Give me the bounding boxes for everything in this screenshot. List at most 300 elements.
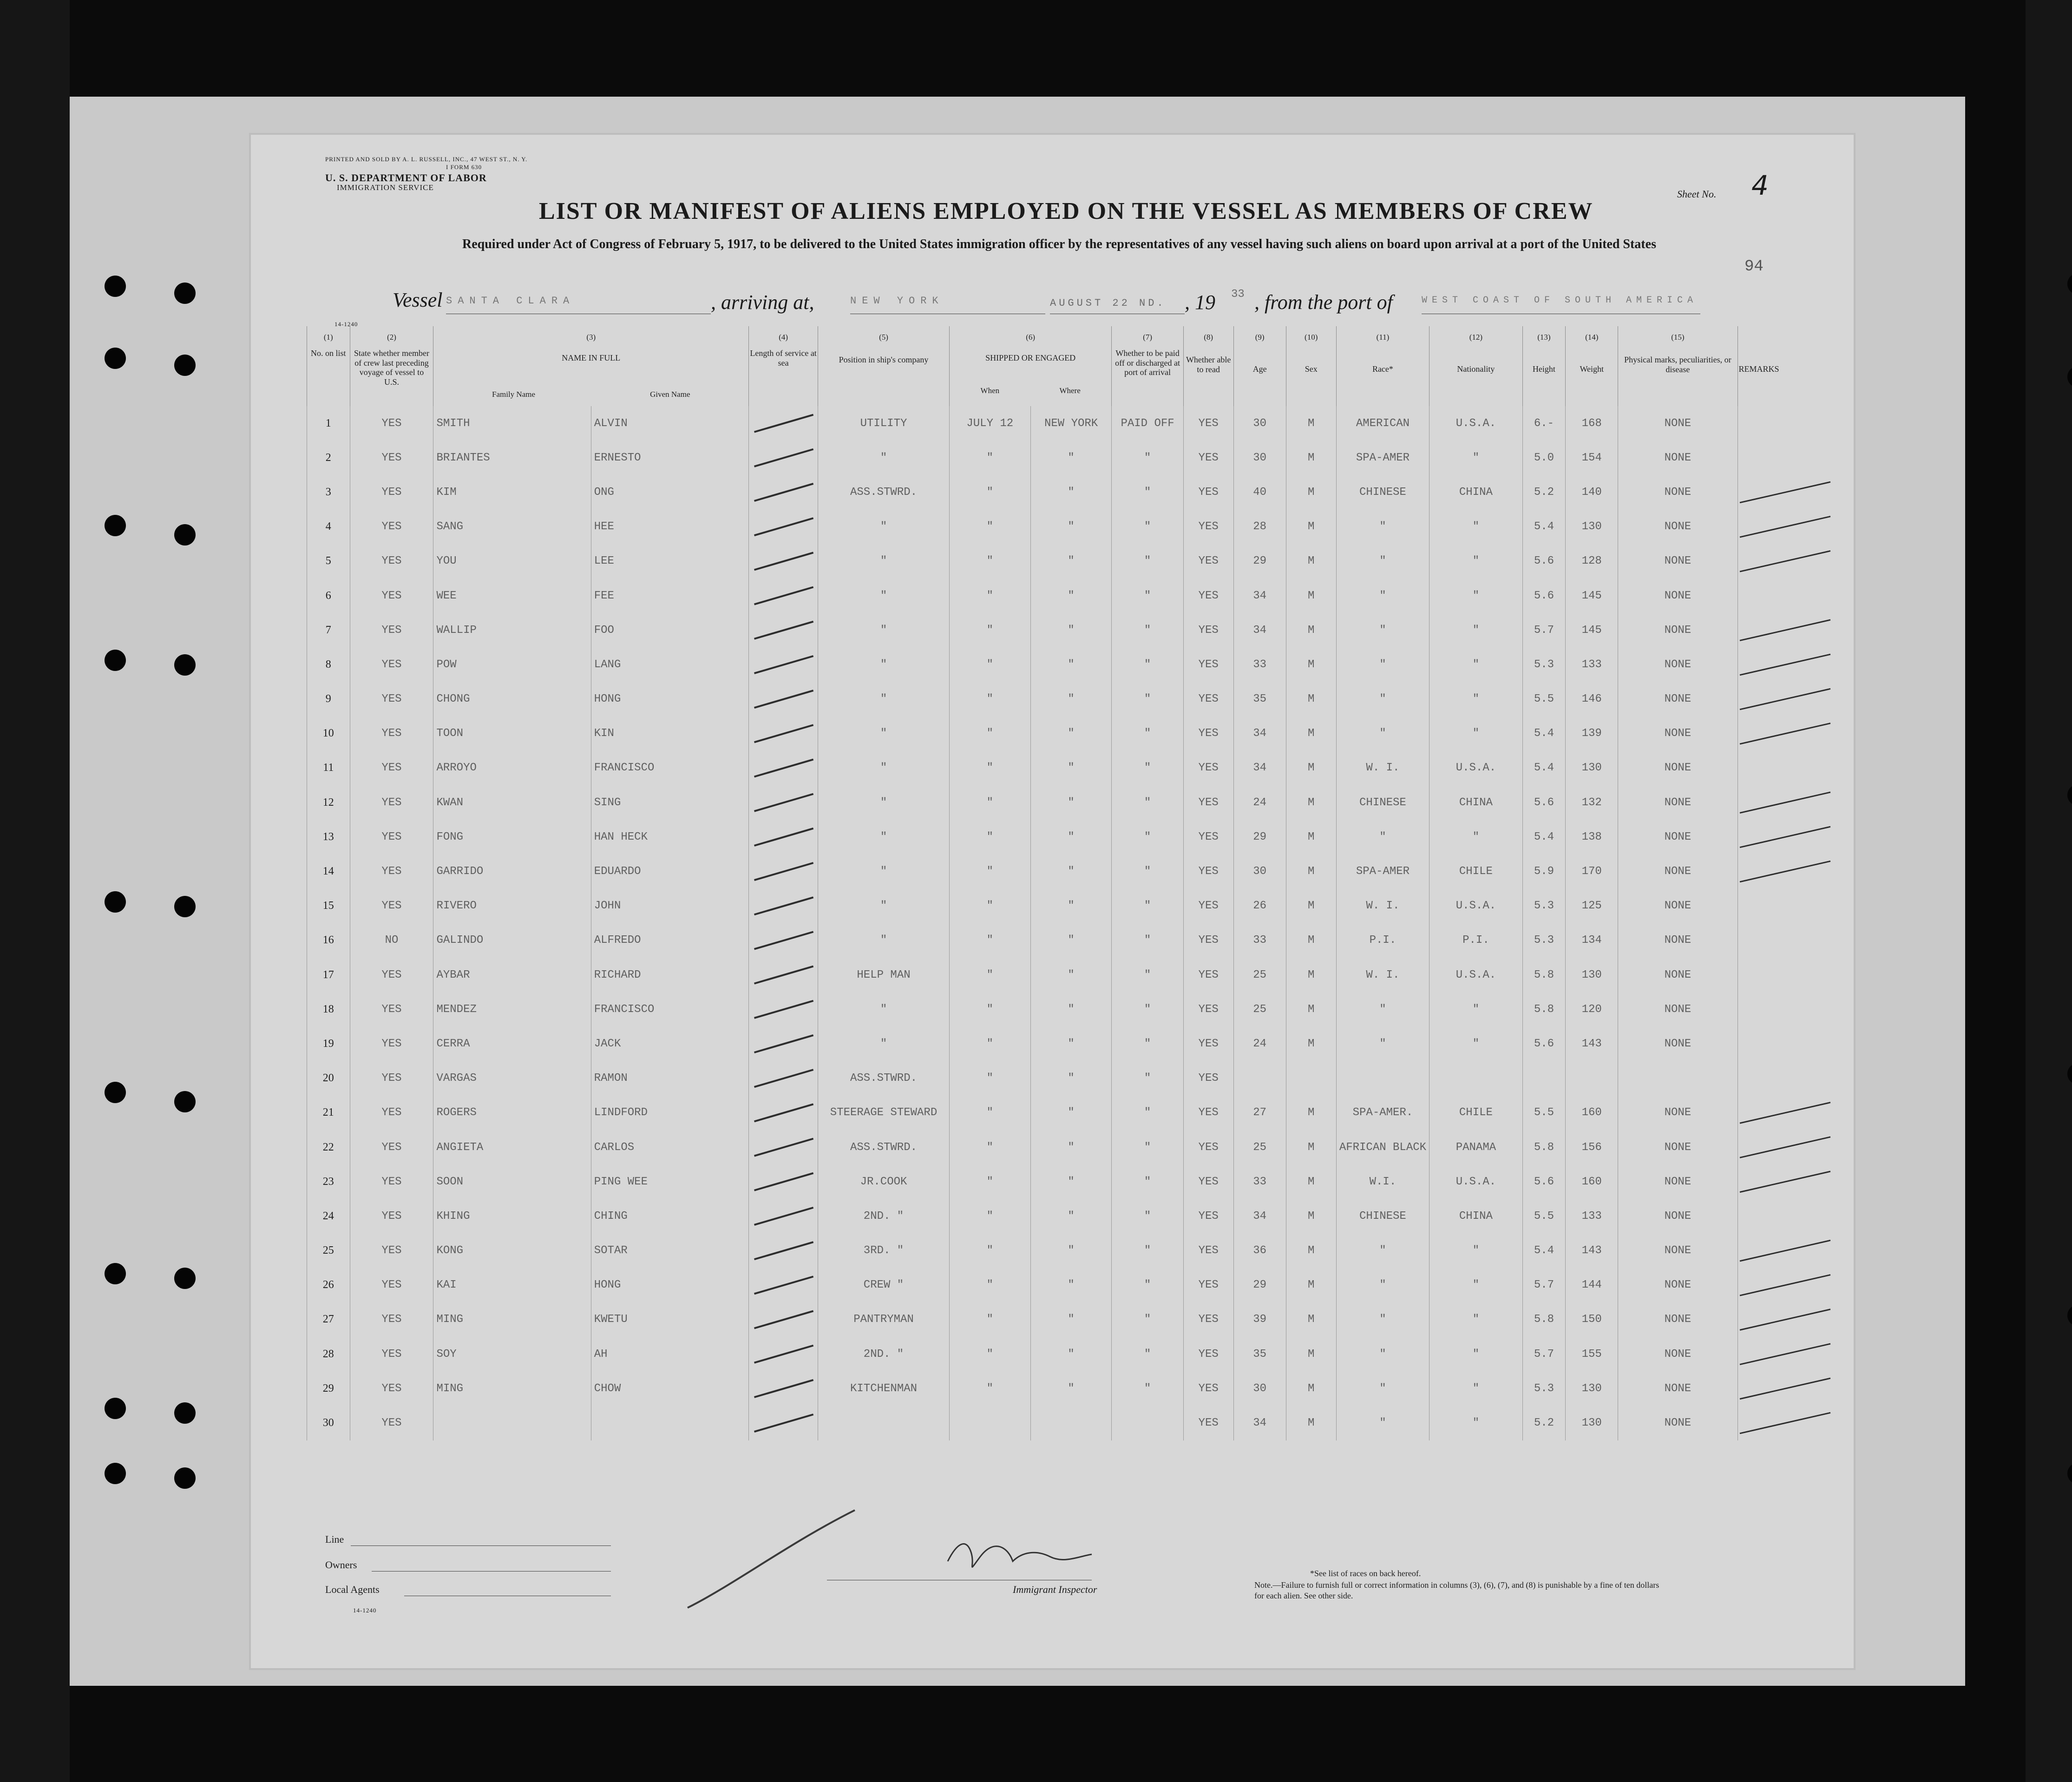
- row-number: 23: [307, 1164, 350, 1199]
- line-label: Line: [325, 1533, 344, 1545]
- header-nationality: Nationality: [1429, 346, 1522, 406]
- able-read-cell: YES: [1183, 579, 1233, 613]
- shipped-where-cell: ": [1030, 992, 1112, 1026]
- age-cell: 25: [1233, 1130, 1286, 1164]
- able-read-cell: YES: [1183, 682, 1233, 717]
- position-cell: ": [818, 820, 950, 854]
- colnum-11: (11): [1336, 326, 1429, 346]
- sex-cell: M: [1286, 544, 1336, 579]
- able-read-cell: YES: [1183, 1130, 1233, 1164]
- colnum-13: (13): [1522, 326, 1566, 346]
- row-number: 28: [307, 1337, 350, 1371]
- prior-crew-cell: YES: [350, 510, 433, 544]
- race-cell: AMERICAN: [1336, 406, 1429, 441]
- binder-hole: [105, 348, 126, 369]
- physical-cell: NONE: [1618, 820, 1738, 854]
- from-port-label: , from the port of: [1254, 291, 1393, 314]
- able-read-cell: YES: [1183, 854, 1233, 888]
- remark-dash: [1740, 1103, 1830, 1124]
- race-cell: ": [1336, 682, 1429, 717]
- prior-crew-cell: YES: [350, 544, 433, 579]
- service-tick-mark: [754, 863, 813, 880]
- row-number: 11: [307, 751, 350, 785]
- sex-cell: M: [1286, 889, 1336, 923]
- colnum-12: (12): [1429, 326, 1522, 346]
- header-race: Race*: [1336, 346, 1429, 406]
- given-name-cell: SING: [591, 785, 748, 820]
- age-cell: 30: [1233, 1371, 1286, 1406]
- position-cell: ": [818, 1026, 950, 1061]
- sex-cell: M: [1286, 1302, 1336, 1337]
- physical-cell: NONE: [1618, 579, 1738, 613]
- binder-hole: [174, 1402, 196, 1424]
- race-cell: SPA-AMER: [1336, 854, 1429, 888]
- row-number: 7: [307, 613, 350, 647]
- family-name-cell: SOON: [433, 1164, 591, 1199]
- remark-dash: [1740, 516, 1830, 537]
- shipped-where-cell: ": [1030, 1371, 1112, 1406]
- age-cell: 35: [1233, 1337, 1286, 1371]
- printer-line: PRINTED AND SOLD BY A. L. RUSSELL, INC., 47 WEST ST., N. Y.: [325, 156, 528, 163]
- row-number: 22: [307, 1130, 350, 1164]
- colnum-14: (14): [1566, 326, 1618, 346]
- shipped-where-cell: ": [1030, 613, 1112, 647]
- nationality-cell: U.S.A.: [1429, 1164, 1522, 1199]
- row-number: 4: [307, 510, 350, 544]
- family-name-cell: GALINDO: [433, 923, 591, 958]
- weight-cell: 145: [1566, 613, 1618, 647]
- prior-crew-cell: YES: [350, 751, 433, 785]
- header-no-on-list: No. on list: [307, 346, 350, 406]
- position-cell: PANTRYMAN: [818, 1302, 950, 1337]
- age-cell: 28: [1233, 510, 1286, 544]
- service-tick-mark: [754, 552, 813, 570]
- shipped-where-cell: ": [1030, 579, 1112, 613]
- able-read-cell: YES: [1183, 958, 1233, 992]
- position-cell: JR.COOK: [818, 1164, 950, 1199]
- shipped-when-cell: ": [949, 820, 1030, 854]
- remark-dash: [1740, 1171, 1830, 1192]
- remark-dash: [1740, 620, 1830, 641]
- nationality-cell: CHILE: [1429, 854, 1522, 888]
- physical-cell: NONE: [1618, 441, 1738, 475]
- year-prefix: , 19: [1185, 291, 1215, 314]
- given-name-cell: JOHN: [591, 889, 748, 923]
- paid-off-cell: ": [1112, 510, 1183, 544]
- race-cell: ": [1336, 579, 1429, 613]
- department-name: U. S. DEPARTMENT OF LABOR: [325, 172, 487, 184]
- service-tick-mark: [754, 415, 813, 432]
- arrival-port: NEW YORK: [850, 295, 944, 307]
- prior-crew-cell: YES: [350, 992, 433, 1026]
- family-name-cell: MENDEZ: [433, 992, 591, 1026]
- shipped-when-cell: ": [949, 992, 1030, 1026]
- nationality-cell: U.S.A.: [1429, 958, 1522, 992]
- family-name-cell: KWAN: [433, 785, 591, 820]
- prior-crew-cell: YES: [350, 579, 433, 613]
- binder-hole: [105, 276, 126, 297]
- paid-off-cell: ": [1112, 1302, 1183, 1337]
- race-cell: W. I.: [1336, 958, 1429, 992]
- service-tick-mark: [754, 829, 813, 846]
- departure-port: WEST COAST OF SOUTH AMERICA: [1422, 295, 1698, 306]
- shipped-where-cell: ": [1030, 475, 1112, 509]
- paid-off-cell: ": [1112, 682, 1183, 717]
- age-cell: 27: [1233, 1096, 1286, 1130]
- age-cell: 26: [1233, 889, 1286, 923]
- paid-off-cell: PAID OFF: [1112, 406, 1183, 441]
- row-number: 13: [307, 820, 350, 854]
- weight-cell: 146: [1566, 682, 1618, 717]
- paid-off-cell: ": [1112, 751, 1183, 785]
- given-name-cell: LEE: [591, 544, 748, 579]
- race-cell: CHINESE: [1336, 475, 1429, 509]
- paid-off-cell: ": [1112, 854, 1183, 888]
- position-cell: ": [818, 992, 950, 1026]
- position-cell: ": [818, 889, 950, 923]
- shipped-where-cell: NEW YORK: [1030, 406, 1112, 441]
- weight-cell: 130: [1566, 510, 1618, 544]
- given-name-cell: LINDFORD: [591, 1096, 748, 1130]
- paid-off-cell: ": [1112, 992, 1183, 1026]
- nationality-cell: U.S.A.: [1429, 751, 1522, 785]
- sex-cell: M: [1286, 1130, 1336, 1164]
- prior-crew-cell: YES: [350, 1337, 433, 1371]
- binder-hole: [105, 515, 126, 536]
- given-name-cell: FOO: [591, 613, 748, 647]
- prior-crew-cell: YES: [350, 1302, 433, 1337]
- physical-cell: NONE: [1618, 1199, 1738, 1233]
- nationality-cell: ": [1429, 717, 1522, 751]
- header-position: Position in ship's company: [818, 346, 950, 406]
- physical-cell: NONE: [1618, 1337, 1738, 1371]
- shipped-where-cell: ": [1030, 1164, 1112, 1199]
- family-name-cell: KONG: [433, 1234, 591, 1268]
- sex-cell: M: [1286, 682, 1336, 717]
- able-read-cell: YES: [1183, 923, 1233, 958]
- row-number: 27: [307, 1302, 350, 1337]
- weight-cell: 134: [1566, 923, 1618, 958]
- height-cell: 5.5: [1522, 682, 1566, 717]
- colnum-6: (6): [949, 326, 1112, 346]
- physical-cell: NONE: [1618, 1234, 1738, 1268]
- weight-cell: 130: [1566, 958, 1618, 992]
- family-name-cell: WEE: [433, 579, 591, 613]
- service-tick-mark: [754, 1380, 813, 1397]
- position-cell: ": [818, 613, 950, 647]
- family-name-cell: ARROYO: [433, 751, 591, 785]
- form-number: I FORM 630: [446, 164, 482, 171]
- sex-cell: M: [1286, 1199, 1336, 1233]
- shipped-where-cell: ": [1030, 1234, 1112, 1268]
- age-cell: 30: [1233, 441, 1286, 475]
- weight-cell: 130: [1566, 1406, 1618, 1440]
- given-name-cell: PING WEE: [591, 1164, 748, 1199]
- shipped-where-cell: ": [1030, 1302, 1112, 1337]
- paid-off-cell: ": [1112, 613, 1183, 647]
- sex-cell: M: [1286, 441, 1336, 475]
- prior-crew-cell: YES: [350, 958, 433, 992]
- position-cell: ASS.STWRD.: [818, 475, 950, 509]
- weight-cell: 130: [1566, 751, 1618, 785]
- race-cell: CHINESE: [1336, 1199, 1429, 1233]
- service-tick-mark: [754, 1173, 813, 1190]
- row-number: 19: [307, 1026, 350, 1061]
- paid-off-cell: ": [1112, 1371, 1183, 1406]
- given-name-cell: HONG: [591, 682, 748, 717]
- race-cell: ": [1336, 717, 1429, 751]
- service-tick-mark: [754, 897, 813, 914]
- shipped-when-cell: ": [949, 854, 1030, 888]
- shipped-where-cell: ": [1030, 751, 1112, 785]
- sheet-number: 4: [1751, 170, 1769, 201]
- weight-cell: 133: [1566, 647, 1618, 682]
- binder-hole: [105, 891, 126, 913]
- sex-cell: M: [1286, 923, 1336, 958]
- shipped-where-cell: ": [1030, 820, 1112, 854]
- race-cell: ": [1336, 510, 1429, 544]
- weight-cell: 138: [1566, 820, 1618, 854]
- family-name-cell: TOON: [433, 717, 591, 751]
- physical-cell: NONE: [1618, 1406, 1738, 1440]
- shipped-when-cell: ": [949, 785, 1030, 820]
- height-cell: 5.8: [1522, 992, 1566, 1026]
- given-name-cell: JACK: [591, 1026, 748, 1061]
- able-read-cell: YES: [1183, 820, 1233, 854]
- nationality-cell: ": [1429, 441, 1522, 475]
- shipped-where-cell: ": [1030, 1268, 1112, 1302]
- physical-cell: NONE: [1618, 1096, 1738, 1130]
- shipped-where-cell: ": [1030, 717, 1112, 751]
- able-read-cell: YES: [1183, 1406, 1233, 1440]
- position-cell: 2ND. ": [818, 1199, 950, 1233]
- given-name-cell: RAMON: [591, 1061, 748, 1096]
- height-cell: 5.5: [1522, 1096, 1566, 1130]
- sex-cell: M: [1286, 1406, 1336, 1440]
- binder-hole: [174, 524, 196, 546]
- sex-cell: M: [1286, 510, 1336, 544]
- header-able-read: Whether able to read: [1183, 346, 1233, 406]
- position-cell: ASS.STWRD.: [818, 1130, 950, 1164]
- shipped-when-cell: ": [949, 1061, 1030, 1096]
- age-cell: 34: [1233, 1199, 1286, 1233]
- age-cell: 35: [1233, 682, 1286, 717]
- sex-cell: M: [1286, 992, 1336, 1026]
- row-number: 3: [307, 475, 350, 509]
- race-cell: CHINESE: [1336, 785, 1429, 820]
- nationality-cell: ": [1429, 1406, 1522, 1440]
- nationality-cell: P.I.: [1429, 923, 1522, 958]
- height-cell: 5.4: [1522, 717, 1566, 751]
- shipped-when-cell: ": [949, 1337, 1030, 1371]
- able-read-cell: YES: [1183, 992, 1233, 1026]
- row-number: 29: [307, 1371, 350, 1406]
- race-cell: SPA-AMER.: [1336, 1096, 1429, 1130]
- position-cell: UTILITY: [818, 406, 950, 441]
- shipped-when-cell: ": [949, 751, 1030, 785]
- nationality-cell: PANAMA: [1429, 1130, 1522, 1164]
- paid-off-cell: ": [1112, 1268, 1183, 1302]
- nationality-cell: ": [1429, 579, 1522, 613]
- age-cell: 25: [1233, 992, 1286, 1026]
- race-cell: ": [1336, 1406, 1429, 1440]
- footer-form-code: 14-1240: [353, 1607, 377, 1614]
- nationality-cell: CHINA: [1429, 1199, 1522, 1233]
- colnum-10: (10): [1286, 326, 1336, 346]
- shipped-when-cell: ": [949, 1199, 1030, 1233]
- race-cell: ": [1336, 613, 1429, 647]
- family-name-cell: SOY: [433, 1337, 591, 1371]
- prior-crew-cell: YES: [350, 1371, 433, 1406]
- row-number: 16: [307, 923, 350, 958]
- sex-cell: M: [1286, 751, 1336, 785]
- height-cell: 5.8: [1522, 1302, 1566, 1337]
- physical-cell: NONE: [1618, 1164, 1738, 1199]
- physical-cell: NONE: [1618, 544, 1738, 579]
- race-cell: ": [1336, 544, 1429, 579]
- remark-dash: [1740, 1275, 1830, 1296]
- colnum-15: (15): [1618, 326, 1738, 346]
- position-cell: ": [818, 717, 950, 751]
- height-cell: 5.8: [1522, 958, 1566, 992]
- able-read-cell: YES: [1183, 1234, 1233, 1268]
- height-cell: 5.4: [1522, 1234, 1566, 1268]
- service-tick-mark: [754, 725, 813, 742]
- prior-crew-cell: YES: [350, 889, 433, 923]
- height-cell: 5.7: [1522, 1268, 1566, 1302]
- nationality-cell: ": [1429, 1302, 1522, 1337]
- binder-hole: [105, 1463, 126, 1484]
- prior-crew-cell: YES: [350, 1061, 433, 1096]
- age-cell: 29: [1233, 1268, 1286, 1302]
- position-cell: ASS.STWRD.: [818, 1061, 950, 1096]
- nationality-cell: U.S.A.: [1429, 406, 1522, 441]
- shipped-when-cell: ": [949, 647, 1030, 682]
- shipped-when-cell: JULY 12: [949, 406, 1030, 441]
- age-cell: 36: [1233, 1234, 1286, 1268]
- age-cell: 29: [1233, 820, 1286, 854]
- weight-cell: 160: [1566, 1096, 1618, 1130]
- sex-cell: M: [1286, 1268, 1336, 1302]
- physical-cell: NONE: [1618, 1302, 1738, 1337]
- given-name-cell: ALVIN: [591, 406, 748, 441]
- service-name: IMMIGRATION SERVICE: [337, 183, 434, 192]
- prior-crew-cell: YES: [350, 820, 433, 854]
- height-cell: 5.6: [1522, 785, 1566, 820]
- nationality-cell: ": [1429, 544, 1522, 579]
- shipped-when-cell: ": [949, 579, 1030, 613]
- shipped-where-cell: ": [1030, 958, 1112, 992]
- family-name-cell: KAI: [433, 1268, 591, 1302]
- family-name-cell: BRIANTES: [433, 441, 591, 475]
- nationality-cell: ": [1429, 1234, 1522, 1268]
- position-cell: CREW ": [818, 1268, 950, 1302]
- prior-crew-cell: YES: [350, 647, 433, 682]
- age-cell: 30: [1233, 854, 1286, 888]
- able-read-cell: YES: [1183, 1061, 1233, 1096]
- height-cell: 5.6: [1522, 1026, 1566, 1061]
- shipped-when-cell: ": [949, 1234, 1030, 1268]
- given-name-cell: ERNESTO: [591, 441, 748, 475]
- shipped-when-cell: ": [949, 889, 1030, 923]
- remark-dash: [1740, 827, 1830, 848]
- shipped-when-cell: ": [949, 682, 1030, 717]
- shipped-when-cell: ": [949, 1130, 1030, 1164]
- remark-dash: [1740, 1309, 1830, 1330]
- name-in-full-label: NAME IN FULL: [562, 353, 621, 362]
- age-cell: 34: [1233, 751, 1286, 785]
- weight-cell: 143: [1566, 1234, 1618, 1268]
- physical-cell: NONE: [1618, 889, 1738, 923]
- inspector-label: Immigrant Inspector: [1013, 1584, 1097, 1595]
- family-name-cell: CERRA: [433, 1026, 591, 1061]
- header-given-name: Given Name: [650, 389, 690, 399]
- vessel-name: SANTA CLARA: [446, 295, 575, 307]
- service-tick-mark: [754, 587, 813, 604]
- race-cell: ": [1336, 1337, 1429, 1371]
- nationality-cell: ": [1429, 992, 1522, 1026]
- races-note: *See list of races on back hereof.: [1310, 1569, 1421, 1578]
- prior-crew-cell: YES: [350, 1199, 433, 1233]
- owners-label: Owners: [325, 1559, 357, 1571]
- position-cell: ": [818, 854, 950, 888]
- arriving-label: , arriving at,: [711, 291, 814, 314]
- paid-off-cell: ": [1112, 785, 1183, 820]
- paid-off-cell: ": [1112, 923, 1183, 958]
- shipped-when-cell: ": [949, 1096, 1030, 1130]
- header-length-service: Length of service at sea: [749, 346, 818, 406]
- physical-cell: NONE: [1618, 751, 1738, 785]
- physical-cell: NONE: [1618, 1130, 1738, 1164]
- height-cell: 5.6: [1522, 544, 1566, 579]
- age-cell: 34: [1233, 613, 1286, 647]
- height-cell: 5.8: [1522, 1130, 1566, 1164]
- paid-off-cell: ": [1112, 1234, 1183, 1268]
- height-cell: 5.4: [1522, 820, 1566, 854]
- failure-note: Note.—Failure to furnish full or correct information in columns (3), (6), (7), and (8) is punishable by a fine of ten dollars for each alien. See other side.: [1254, 1580, 1659, 1600]
- nationality-cell: ": [1429, 510, 1522, 544]
- service-tick-mark: [754, 1311, 813, 1328]
- given-name-cell: KWETU: [591, 1302, 748, 1337]
- prior-crew-cell: YES: [350, 406, 433, 441]
- height-cell: 5.4: [1522, 510, 1566, 544]
- service-tick-mark: [754, 1070, 813, 1087]
- row-number: 9: [307, 682, 350, 717]
- service-tick-mark: [754, 622, 813, 639]
- binder-hole: [105, 650, 126, 671]
- given-name-cell: AH: [591, 1337, 748, 1371]
- shipped-where-cell: ": [1030, 544, 1112, 579]
- paid-off-cell: ": [1112, 1061, 1183, 1096]
- height-cell: 5.6: [1522, 1164, 1566, 1199]
- able-read-cell: YES: [1183, 613, 1233, 647]
- sex-cell: M: [1286, 717, 1336, 751]
- race-cell: P.I.: [1336, 923, 1429, 958]
- shipped-where-cell: ": [1030, 889, 1112, 923]
- prior-crew-cell: YES: [350, 682, 433, 717]
- race-cell: ": [1336, 992, 1429, 1026]
- paid-off-cell: ": [1112, 544, 1183, 579]
- height-cell: 5.5: [1522, 1199, 1566, 1233]
- sex-cell: M: [1286, 854, 1336, 888]
- remark-dash: [1740, 1378, 1830, 1399]
- race-cell: W.I.: [1336, 1164, 1429, 1199]
- shipped-where-cell: ": [1030, 923, 1112, 958]
- age-cell: 24: [1233, 1026, 1286, 1061]
- row-number: 10: [307, 717, 350, 751]
- weight-cell: 168: [1566, 406, 1618, 441]
- race-cell: ": [1336, 820, 1429, 854]
